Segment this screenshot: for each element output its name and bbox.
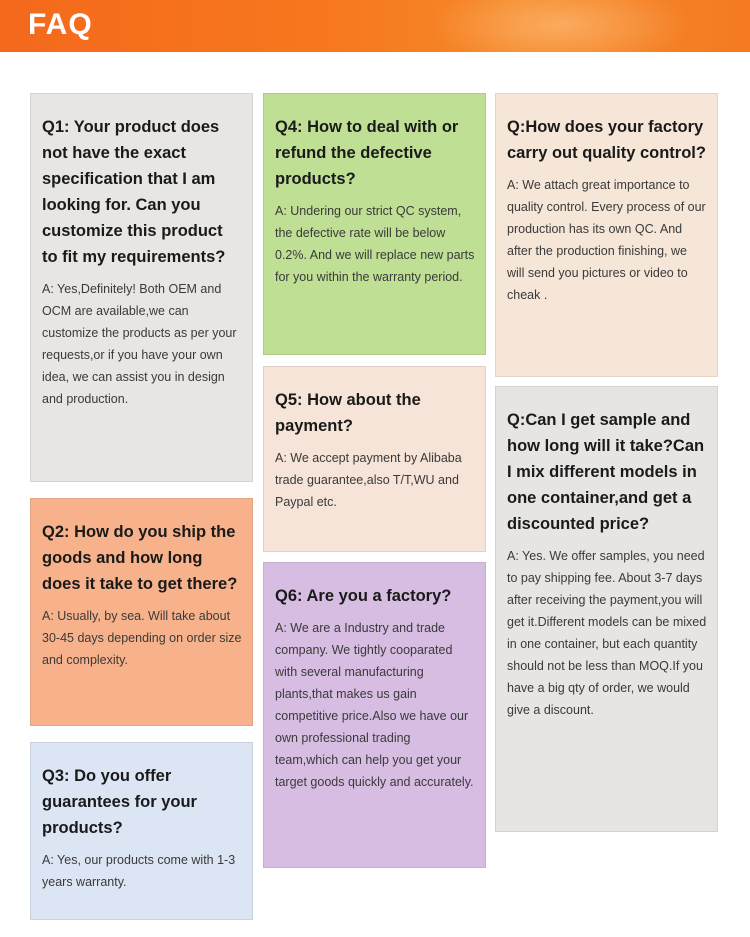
faq-question: Q1: Your product does not have the exact specification that I am looking for. Can you customize this product to fit my requirements? [42,118,226,266]
faq-question: Q3: Do you offer guarantees for your products? [42,767,197,837]
faq-answer: A: Yes, our products come with 1-3 years warranty. [42,853,236,889]
page-title: FAQ [28,8,93,41]
faq-answer: A: Usually, by sea. Will take about 30-45 days depending on order size and complexity. [42,609,242,667]
faq-card-q4 [263,93,486,355]
faq-card-sample [495,386,718,832]
faq-question: Q:Can I get sample and how long will it take?Can I mix different models in one container,and get a discounted price? [507,411,705,533]
faq-answer: A: We attach great importance to quality control. Every process of our production has its own QC. And after the production finishing, we will send you pictures or video to cheak . [507,178,706,302]
faq-card-q3 [30,742,253,920]
header-sheen [430,0,690,52]
faq-card-q5 [263,366,486,552]
faq-answer: A: Yes. We offer samples, you need to pay shipping fee. About 3-7 days after receiving the payment,you will get it.Different models can be mixed in one container, but each quantity should not be less than MOQ.If you have a big qty of order, we would give a discount. [507,549,707,717]
faq-card-quality-control [495,93,718,377]
faq-card-q6 [263,562,486,868]
faq-question: Q2: How do you ship the goods and how long does it take to get there? [42,523,238,593]
faq-answer: A: Yes,Definitely! Both OEM and OCM are available,we can customize the products as per your requests,or if you have your own idea, we can assist you in design and production. [42,282,237,406]
faq-answer: A: We accept payment by Alibaba trade guarantee,also T/T,WU and Paypal etc. [275,451,462,509]
faq-card-q2 [30,498,253,726]
faq-header-banner [0,0,750,52]
faq-answer: A: We are a Industry and trade company. We tightly cooparated with several manufacturing plants,that makes us gain competitive price.Also we have our own professional trading team,which can help you get your target goods quickly and accurately. [275,621,474,789]
faq-card-q1 [30,93,253,482]
faq-question: Q5: How about the payment? [275,391,421,435]
faq-question: Q:How does your factory carry out quality control? [507,118,706,162]
faq-question: Q4: How to deal with or refund the defective products? [275,118,459,188]
faq-answer: A: Undering our strict QC system, the defective rate will be below 0.2%. And we will replace new parts for you within the warranty period. [275,204,475,284]
faq-question: Q6: Are you a factory? [275,587,452,605]
